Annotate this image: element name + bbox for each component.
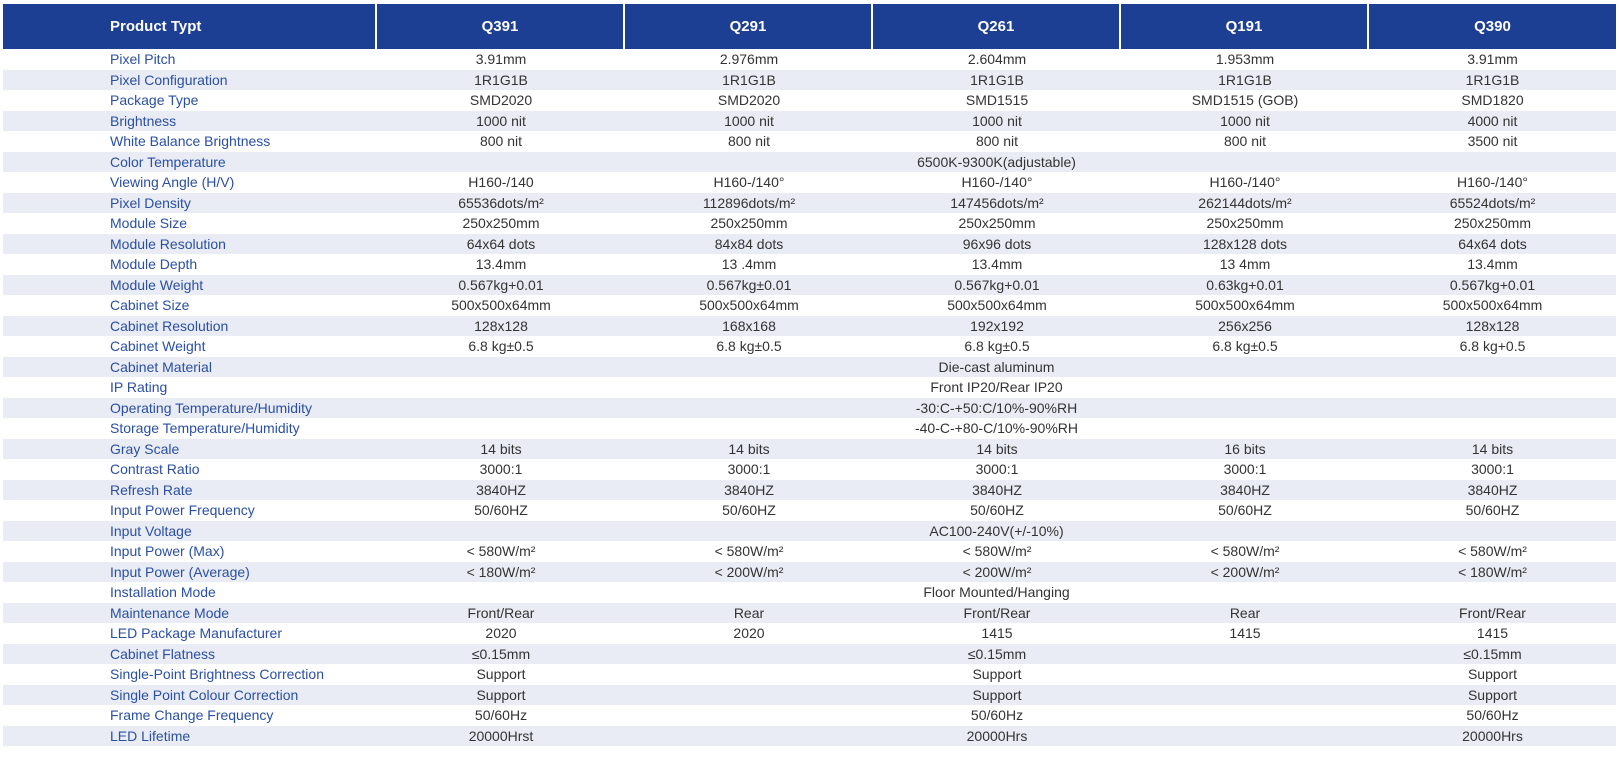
spec-value: 128x128	[377, 316, 625, 337]
spec-value: 6.8 kg+0.5	[1369, 336, 1616, 357]
spec-value: 3500 nit	[1369, 131, 1616, 152]
spec-value: 256x256	[1121, 316, 1369, 337]
spec-value: 1R1G1B	[1369, 70, 1616, 91]
spec-value: < 580W/m²	[625, 541, 873, 562]
table-row	[3, 254, 1616, 275]
table-row	[3, 316, 1616, 337]
spec-value: 500x500x64mm	[1369, 295, 1616, 316]
table-row	[3, 664, 1616, 685]
spec-value	[625, 726, 873, 747]
row-label: White Balance Brightness	[3, 131, 377, 152]
table-row	[3, 623, 1616, 644]
row-label: Gray Scale	[3, 439, 377, 460]
row-label: Viewing Angle (H/V)	[3, 172, 377, 193]
row-label: Operating Temperature/Humidity	[3, 398, 377, 419]
spec-value: 2020	[377, 623, 625, 644]
spec-value: 16 bits	[1121, 439, 1369, 460]
row-label: Input Power (Max)	[3, 541, 377, 562]
spec-value: 3000:1	[873, 459, 1121, 480]
table-row	[3, 562, 1616, 583]
spec-value: < 200W/m²	[873, 562, 1121, 583]
spec-value: 1415	[1121, 623, 1369, 644]
spec-value: < 580W/m²	[873, 541, 1121, 562]
spec-value: 1415	[873, 623, 1121, 644]
row-label: Module Size	[3, 213, 377, 234]
row-label: Single-Point Brightness Correction	[3, 664, 377, 685]
table-row	[3, 439, 1616, 460]
spec-value: 250x250mm	[1369, 213, 1616, 234]
spec-value: 1R1G1B	[873, 70, 1121, 91]
table-row	[3, 521, 1616, 542]
spec-value: 250x250mm	[625, 213, 873, 234]
spec-value: 112896dots/m²	[625, 193, 873, 214]
spec-value-shared: -40-C-+80-C/10%-90%RH	[377, 418, 1616, 439]
spec-value: 800 nit	[1121, 131, 1369, 152]
spec-value: 14 bits	[377, 439, 625, 460]
spec-value: Front/Rear	[377, 603, 625, 624]
spec-value-shared: Floor Mounted/Hanging	[377, 582, 1616, 603]
header-row	[3, 4, 1616, 49]
spec-value: 20000Hrst	[377, 726, 625, 747]
spec-value: 3840HZ	[873, 480, 1121, 501]
spec-value: Support	[1369, 664, 1616, 685]
spec-value: 3840HZ	[377, 480, 625, 501]
row-label: Input Power Frequency	[3, 500, 377, 521]
table-row	[3, 582, 1616, 603]
row-label: Cabinet Size	[3, 295, 377, 316]
spec-value: 3000:1	[377, 459, 625, 480]
spec-value	[625, 685, 873, 706]
spec-value: 50/60Hz	[1369, 705, 1616, 726]
spec-value: 1R1G1B	[625, 70, 873, 91]
spec-value: 250x250mm	[1121, 213, 1369, 234]
spec-value	[625, 705, 873, 726]
spec-value: 84x84 dots	[625, 234, 873, 255]
table-row	[3, 541, 1616, 562]
spec-value: < 200W/m²	[625, 562, 873, 583]
spec-value: 64x64 dots	[1369, 234, 1616, 255]
row-label: Cabinet Flatness	[3, 644, 377, 665]
spec-value: Rear	[1121, 603, 1369, 624]
spec-value: 3000:1	[625, 459, 873, 480]
row-label: Pixel Pitch	[3, 49, 377, 70]
row-label: Single Point Colour Correction	[3, 685, 377, 706]
row-label: Pixel Configuration	[3, 70, 377, 91]
row-label: Storage Temperature/Humidity	[3, 418, 377, 439]
spec-value: < 580W/m²	[1121, 541, 1369, 562]
spec-value: 800 nit	[873, 131, 1121, 152]
row-label: LED Lifetime	[3, 726, 377, 747]
spec-value: 50/60HZ	[1369, 500, 1616, 521]
table-row	[3, 603, 1616, 624]
spec-value: 128x128	[1369, 316, 1616, 337]
spec-value: 2.976mm	[625, 49, 873, 70]
spec-value: Support	[873, 685, 1121, 706]
spec-value: 3840HZ	[1369, 480, 1616, 501]
spec-value: 14 bits	[1369, 439, 1616, 460]
table-row	[3, 336, 1616, 357]
row-label: Package Type	[3, 90, 377, 111]
header-product-type: Product Typt	[3, 4, 377, 49]
table-row	[3, 357, 1616, 378]
spec-value: SMD2020	[625, 90, 873, 111]
table-row	[3, 685, 1616, 706]
spec-value: 50/60HZ	[625, 500, 873, 521]
spec-value: 50/60Hz	[873, 705, 1121, 726]
spec-value: 13 .4mm	[625, 254, 873, 275]
spec-value: 1000 nit	[625, 111, 873, 132]
spec-value: 1000 nit	[873, 111, 1121, 132]
table-row	[3, 480, 1616, 501]
spec-value: Support	[377, 664, 625, 685]
spec-value: 0.567kg+0.01	[1369, 275, 1616, 296]
spec-value: Support	[377, 685, 625, 706]
spec-value: 1415	[1369, 623, 1616, 644]
spec-value-shared: 6500K-9300K(adjustable)	[377, 152, 1616, 173]
spec-value: 800 nit	[377, 131, 625, 152]
spec-value: H160-/140°	[1121, 172, 1369, 193]
spec-value: 500x500x64mm	[873, 295, 1121, 316]
spec-value	[1121, 685, 1369, 706]
spec-value: H160-/140°	[625, 172, 873, 193]
spec-value: 500x500x64mm	[625, 295, 873, 316]
spec-value: 3000:1	[1369, 459, 1616, 480]
spec-value: ≤0.15mm	[1369, 644, 1616, 665]
header-model: Q391	[377, 4, 625, 49]
spec-value: 3.91mm	[1369, 49, 1616, 70]
table-row	[3, 418, 1616, 439]
spec-value: 500x500x64mm	[1121, 295, 1369, 316]
spec-value-shared: AC100-240V(+/-10%)	[377, 521, 1616, 542]
spec-value: < 580W/m²	[377, 541, 625, 562]
table-row	[3, 726, 1616, 747]
row-label: Cabinet Resolution	[3, 316, 377, 337]
table-row	[3, 500, 1616, 521]
table-row	[3, 234, 1616, 255]
spec-value: SMD1515	[873, 90, 1121, 111]
row-label: Cabinet Weight	[3, 336, 377, 357]
row-label: Module Resolution	[3, 234, 377, 255]
spec-value: 250x250mm	[377, 213, 625, 234]
spec-value: < 180W/m²	[1369, 562, 1616, 583]
spec-value: 3840HZ	[625, 480, 873, 501]
spec-value	[1121, 705, 1369, 726]
table-row	[3, 70, 1616, 91]
spec-value: 50/60Hz	[377, 705, 625, 726]
spec-value: H160-/140	[377, 172, 625, 193]
header-model: Q390	[1369, 4, 1616, 49]
spec-value: 1R1G1B	[1121, 70, 1369, 91]
spec-value: 65536dots/m²	[377, 193, 625, 214]
table-row	[3, 644, 1616, 665]
row-label: Installation Mode	[3, 582, 377, 603]
spec-value: 3840HZ	[1121, 480, 1369, 501]
spec-value: 13 4mm	[1121, 254, 1369, 275]
table-row	[3, 131, 1616, 152]
spec-value: 64x64 dots	[377, 234, 625, 255]
spec-value: 0.567kg±0.01	[625, 275, 873, 296]
spec-value: Front/Rear	[873, 603, 1121, 624]
spec-value: 50/60HZ	[377, 500, 625, 521]
spec-value: 14 bits	[625, 439, 873, 460]
header-model: Q291	[625, 4, 873, 49]
row-label: Cabinet Material	[3, 357, 377, 378]
spec-value: H160-/140°	[1369, 172, 1616, 193]
spec-value: 6.8 kg±0.5	[377, 336, 625, 357]
table-row	[3, 705, 1616, 726]
spec-value: Support	[1369, 685, 1616, 706]
row-label: Brightness	[3, 111, 377, 132]
spec-value: ≤0.15mm	[873, 644, 1121, 665]
spec-value: 13.4mm	[873, 254, 1121, 275]
table-row	[3, 172, 1616, 193]
spec-value	[1121, 664, 1369, 685]
spec-value: 4000 nit	[1369, 111, 1616, 132]
spec-value	[1121, 726, 1369, 747]
spec-value: 20000Hrs	[1369, 726, 1616, 747]
spec-value: < 580W/m²	[1369, 541, 1616, 562]
row-label: LED Package Manufacturer	[3, 623, 377, 644]
table-row	[3, 193, 1616, 214]
spec-value: 262144dots/m²	[1121, 193, 1369, 214]
table-row	[3, 90, 1616, 111]
spec-value: Rear	[625, 603, 873, 624]
spec-table-header	[3, 4, 1616, 49]
table-row	[3, 213, 1616, 234]
table-row	[3, 295, 1616, 316]
row-label: Input Voltage	[3, 521, 377, 542]
spec-value: 6.8 kg±0.5	[625, 336, 873, 357]
row-label: Contrast Ratio	[3, 459, 377, 480]
spec-value: SMD2020	[377, 90, 625, 111]
spec-value: 128x128 dots	[1121, 234, 1369, 255]
row-label: Refresh Rate	[3, 480, 377, 501]
spec-table	[3, 4, 1616, 746]
spec-value: 96x96 dots	[873, 234, 1121, 255]
spec-value: 50/60HZ	[1121, 500, 1369, 521]
spec-value: 13.4mm	[377, 254, 625, 275]
spec-value: 1000 nit	[377, 111, 625, 132]
spec-value: 6.8 kg±0.5	[873, 336, 1121, 357]
table-row	[3, 398, 1616, 419]
spec-value: 147456dots/m²	[873, 193, 1121, 214]
spec-value: 250x250mm	[873, 213, 1121, 234]
spec-value: 3.91mm	[377, 49, 625, 70]
table-row	[3, 377, 1616, 398]
spec-value: 65524dots/m²	[1369, 193, 1616, 214]
spec-value: 168x168	[625, 316, 873, 337]
table-row	[3, 152, 1616, 173]
spec-value: < 180W/m²	[377, 562, 625, 583]
row-label: Frame Change Frequency	[3, 705, 377, 726]
spec-value: 800 nit	[625, 131, 873, 152]
spec-value: 2020	[625, 623, 873, 644]
spec-value: 3000:1	[1121, 459, 1369, 480]
spec-value: ≤0.15mm	[377, 644, 625, 665]
spec-value: < 200W/m²	[1121, 562, 1369, 583]
row-label: IP Rating	[3, 377, 377, 398]
spec-value: 1.953mm	[1121, 49, 1369, 70]
spec-value: 6.8 kg±0.5	[1121, 336, 1369, 357]
spec-value-shared: Front IP20/Rear IP20	[377, 377, 1616, 398]
spec-value: 14 bits	[873, 439, 1121, 460]
spec-table-body	[3, 49, 1616, 746]
row-label: Pixel Density	[3, 193, 377, 214]
row-label: Input Power (Average)	[3, 562, 377, 583]
spec-value: 20000Hrs	[873, 726, 1121, 747]
spec-value: 0.63kg+0.01	[1121, 275, 1369, 296]
spec-value	[1121, 644, 1369, 665]
row-label: Maintenance Mode	[3, 603, 377, 624]
spec-value: 2.604mm	[873, 49, 1121, 70]
spec-value: SMD1515 (GOB)	[1121, 90, 1369, 111]
spec-value: Front/Rear	[1369, 603, 1616, 624]
spec-value: 13.4mm	[1369, 254, 1616, 275]
spec-value	[625, 664, 873, 685]
table-row	[3, 275, 1616, 296]
spec-value-shared: Die-cast aluminum	[377, 357, 1616, 378]
spec-value	[625, 644, 873, 665]
header-model: Q261	[873, 4, 1121, 49]
row-label: Module Depth	[3, 254, 377, 275]
spec-value: 1R1G1B	[377, 70, 625, 91]
spec-value: 192x192	[873, 316, 1121, 337]
spec-value: 0.567kg+0.01	[377, 275, 625, 296]
row-label: Color Temperature	[3, 152, 377, 173]
spec-value-shared: -30:C-+50:C/10%-90%RH	[377, 398, 1616, 419]
spec-value: 1000 nit	[1121, 111, 1369, 132]
spec-value: H160-/140°	[873, 172, 1121, 193]
row-label: Module Weight	[3, 275, 377, 296]
spec-value: Support	[873, 664, 1121, 685]
spec-value: 0.567kg+0.01	[873, 275, 1121, 296]
table-row	[3, 459, 1616, 480]
header-model: Q191	[1121, 4, 1369, 49]
table-row	[3, 111, 1616, 132]
spec-value: 500x500x64mm	[377, 295, 625, 316]
spec-value: SMD1820	[1369, 90, 1616, 111]
spec-value: 50/60HZ	[873, 500, 1121, 521]
table-row	[3, 49, 1616, 70]
